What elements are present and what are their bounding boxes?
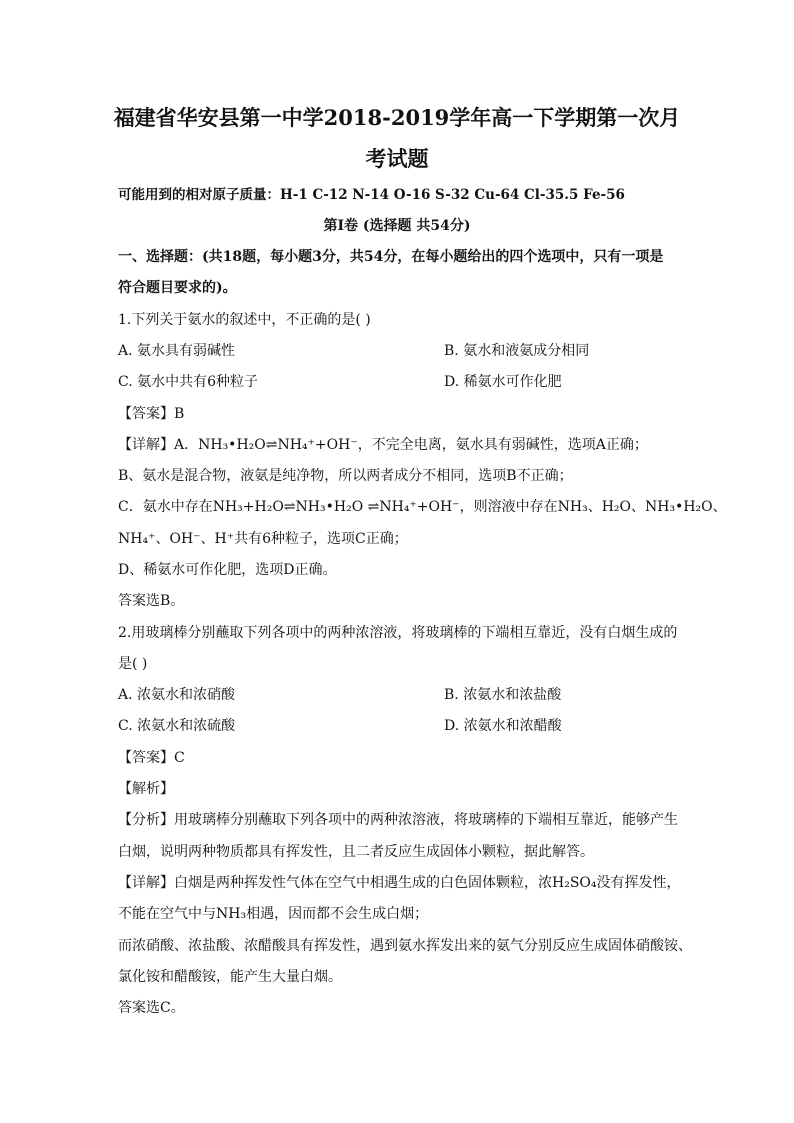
q2-detail-line1: 【详解】白烟是两种挥发性气体在空气中相遇生成的白色固体颗粒，浓H₂SO₄没有挥发性，	[118, 875, 681, 891]
q1-answer: 【答案】B	[118, 406, 185, 422]
atomic-mass-line: 可能用到的相对原子质量：H-1 C-12 N-14 O-16 S-32 Cu-64 Cl-35.5 Fe-56	[118, 187, 625, 203]
section-instructions-line1: 一、选择题：(共18题，每小题3分，共54分，在每小题给出的四个选项中，只有一项是	[118, 249, 664, 265]
q1-detail-line5: D、稀氨水可作化肥，选项D正确。	[118, 562, 337, 578]
doc-title-line2: 考试题	[365, 146, 429, 171]
q2-conclusion: 答案选C。	[118, 1000, 185, 1016]
q1-conclusion: 答案选B。	[118, 593, 185, 609]
q1-detail-line2: B、氨水是混合物，液氨是纯净物，所以两者成分不相同，选项B不正确；	[118, 468, 573, 484]
q1-detail-line1: 【详解】A．NH₃•H₂O⇌NH₄⁺+OH⁻，不完全电离，氨水具有弱碱性，选项A正确；	[118, 437, 648, 453]
q1-stem: 1.下列关于氨水的叙述中，不正确的是( )	[118, 312, 371, 328]
q2-stem-line1: 2.用玻璃棒分别蘸取下列各项中的两种浓溶液，将玻璃棒的下端相互靠近，没有白烟生成的	[118, 625, 678, 641]
q2-option-b: B. 浓氨水和浓盐酸	[444, 687, 562, 703]
q2-detail-line3: 而浓硝酸、浓盐酸、浓醋酸具有挥发性，遇到氨水挥发出来的氨气分别反应生成固体硝酸铵、	[118, 938, 692, 954]
q2-option-c: C. 浓氨水和浓硫酸	[118, 718, 236, 734]
q2-detail-line2: 不能在空气中与NH₃相遇，因而都不会生成白烟；	[118, 906, 429, 922]
q2-stem-line2: 是( )	[118, 656, 148, 672]
q1-option-c: C. 氨水中共有6种粒子	[118, 374, 259, 390]
doc-title-line1: 福建省华安县第一中学2018-2019学年高一下学期第一次月	[113, 105, 681, 130]
q2-option-d: D. 浓氨水和浓醋酸	[444, 718, 562, 734]
q1-detail-line3: C．氨水中存在NH₃+H₂O⇌NH₃•H₂O ⇌NH₄⁺+OH⁻，则溶液中存在NH₃、H₂O、NH₃•H₂O、	[118, 499, 727, 515]
q1-detail-line4: NH₄⁺、OH⁻、H⁺共有6种粒子，选项C正确；	[118, 531, 408, 547]
q1-option-d: D. 稀氨水可作化肥	[444, 374, 562, 390]
q2-analysis-heading: 【解析】	[118, 781, 174, 797]
q1-option-b: B. 氨水和液氨成分相同	[444, 343, 590, 359]
q2-answer: 【答案】C	[118, 750, 185, 766]
q1-option-a: A. 氨水具有弱碱性	[118, 343, 236, 359]
q2-analysis-line2: 白烟，说明两种物质都具有挥发性，且二者反应生成固体小颗粒，据此解答。	[118, 844, 594, 860]
q2-option-a: A. 浓氨水和浓硝酸	[118, 687, 236, 703]
q2-analysis-line1: 【分析】用玻璃棒分别蘸取下列各项中的两种浓溶液，将玻璃棒的下端相互靠近，能够产生	[118, 812, 678, 828]
section-instructions-line2: 符合题目要求的)。	[118, 280, 237, 296]
volume-heading: 第Ⅰ卷 (选择题 共54分)	[323, 218, 471, 234]
q2-detail-line4: 氯化铵和醋酸铵，能产生大量白烟。	[118, 969, 342, 985]
